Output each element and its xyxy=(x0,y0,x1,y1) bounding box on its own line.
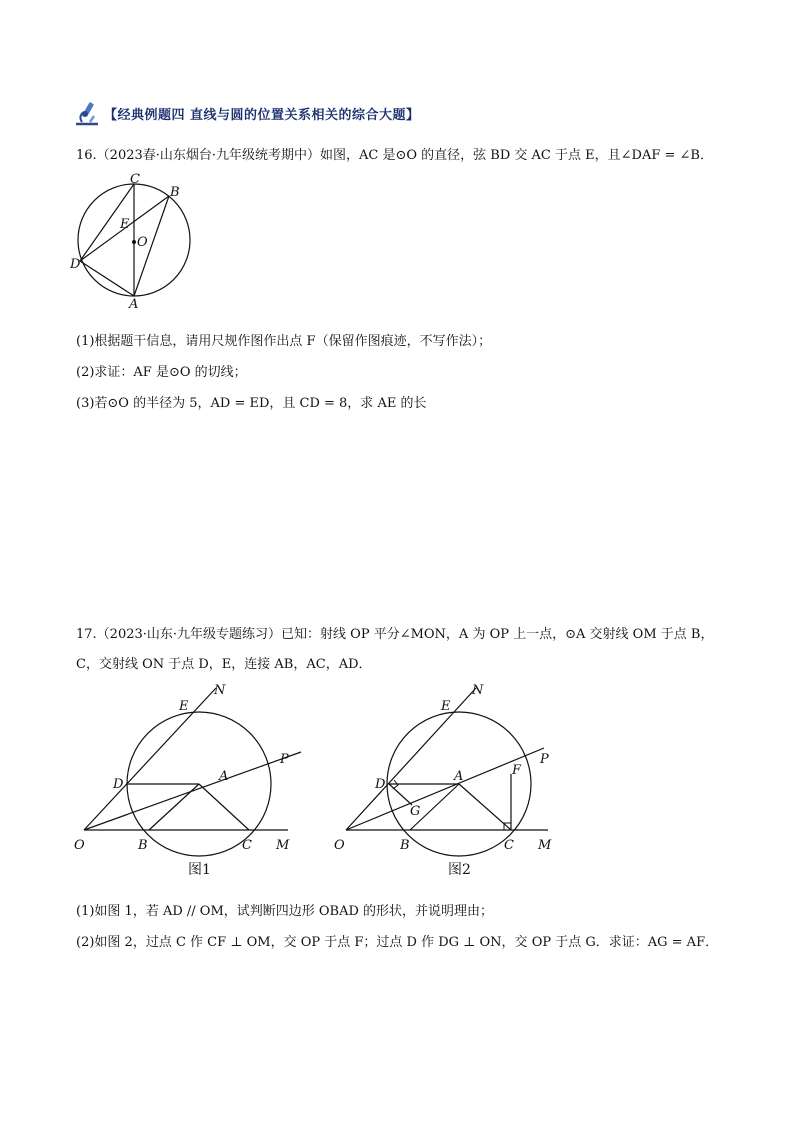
label-g: G xyxy=(410,804,421,819)
label-d: D xyxy=(113,777,124,792)
label-n: N xyxy=(472,683,484,698)
fig2-caption: 图2 xyxy=(448,862,471,878)
label-a: A xyxy=(129,297,139,310)
q17-stem-line1: 17.（2023·山东·九年级专题练习）已知：射线 OP 平分∠MON，A 为 OP 上一点，⊙A 交射线 OM 于点 B， xyxy=(76,627,714,642)
q16-part3: (3)若⊙O 的半径为 5，AD = ED，且 CD = 8，求 AE 的长 xyxy=(76,396,427,411)
segment-ac xyxy=(199,784,249,830)
label-o: O xyxy=(334,838,345,853)
label-a: A xyxy=(454,769,464,784)
label-p: P xyxy=(540,752,549,767)
segment-ab xyxy=(149,784,199,830)
segment-ac xyxy=(459,784,511,830)
fig1-caption: 图1 xyxy=(188,862,211,878)
label-e: E xyxy=(120,217,130,232)
section-header xyxy=(72,98,420,128)
q16-part2: (2)求证：AF 是⊙O 的切线； xyxy=(76,365,247,380)
q17-figure2 xyxy=(326,680,566,880)
label-m: M xyxy=(276,838,290,853)
q16-part1: (1)根据题干信息，请用尺规作图作出点 F（保留作图痕迹，不写作法）； xyxy=(76,334,492,349)
label-d: D xyxy=(375,777,386,792)
label-o: O xyxy=(74,838,85,853)
label-o: O xyxy=(137,235,148,250)
q16-figure xyxy=(66,170,196,310)
label-c: C xyxy=(130,172,140,187)
label-m: M xyxy=(538,838,552,853)
q17-figure1 xyxy=(66,680,306,880)
q17-stem-line2: C，交射线 ON 于点 D，E，连接 AB，AC，AD． xyxy=(76,657,372,672)
q17-part1: (1)如图 1，若 AD // OM，试判断四边形 OBAD 的形状，并说明理由； xyxy=(76,904,494,919)
label-d: D xyxy=(70,257,81,272)
label-b: B xyxy=(400,838,410,853)
q16-stem: 16.（2023春·山东烟台·九年级统考期中）如图，AC 是⊙O 的直径，弦 BD 交 AC 于点 E，且∠DAF = ∠B． xyxy=(76,148,713,163)
ray-on xyxy=(84,688,216,830)
section-title: 【经典例题四 直线与圆的位置关系相关的综合大题】 xyxy=(104,107,420,123)
microscope-icon xyxy=(72,98,102,128)
label-n: N xyxy=(214,683,226,698)
label-e: E xyxy=(179,699,189,714)
segment-da xyxy=(80,261,134,296)
label-b: B xyxy=(170,185,180,200)
label-p: P xyxy=(280,752,289,767)
label-c: C xyxy=(242,838,252,853)
label-c: C xyxy=(504,838,514,853)
label-e: E xyxy=(441,699,451,714)
label-b: B xyxy=(138,838,148,853)
q17-part2: (2)如图 2，过点 C 作 CF ⊥ OM，交 OP 于点 F；过点 D 作 DG ⊥ ON，交 OP 于点 G．求证：AG = AF． xyxy=(76,935,719,950)
label-f: F xyxy=(512,763,522,778)
center-dot xyxy=(132,240,136,244)
label-a: A xyxy=(219,769,229,784)
segment-dg xyxy=(389,784,412,805)
